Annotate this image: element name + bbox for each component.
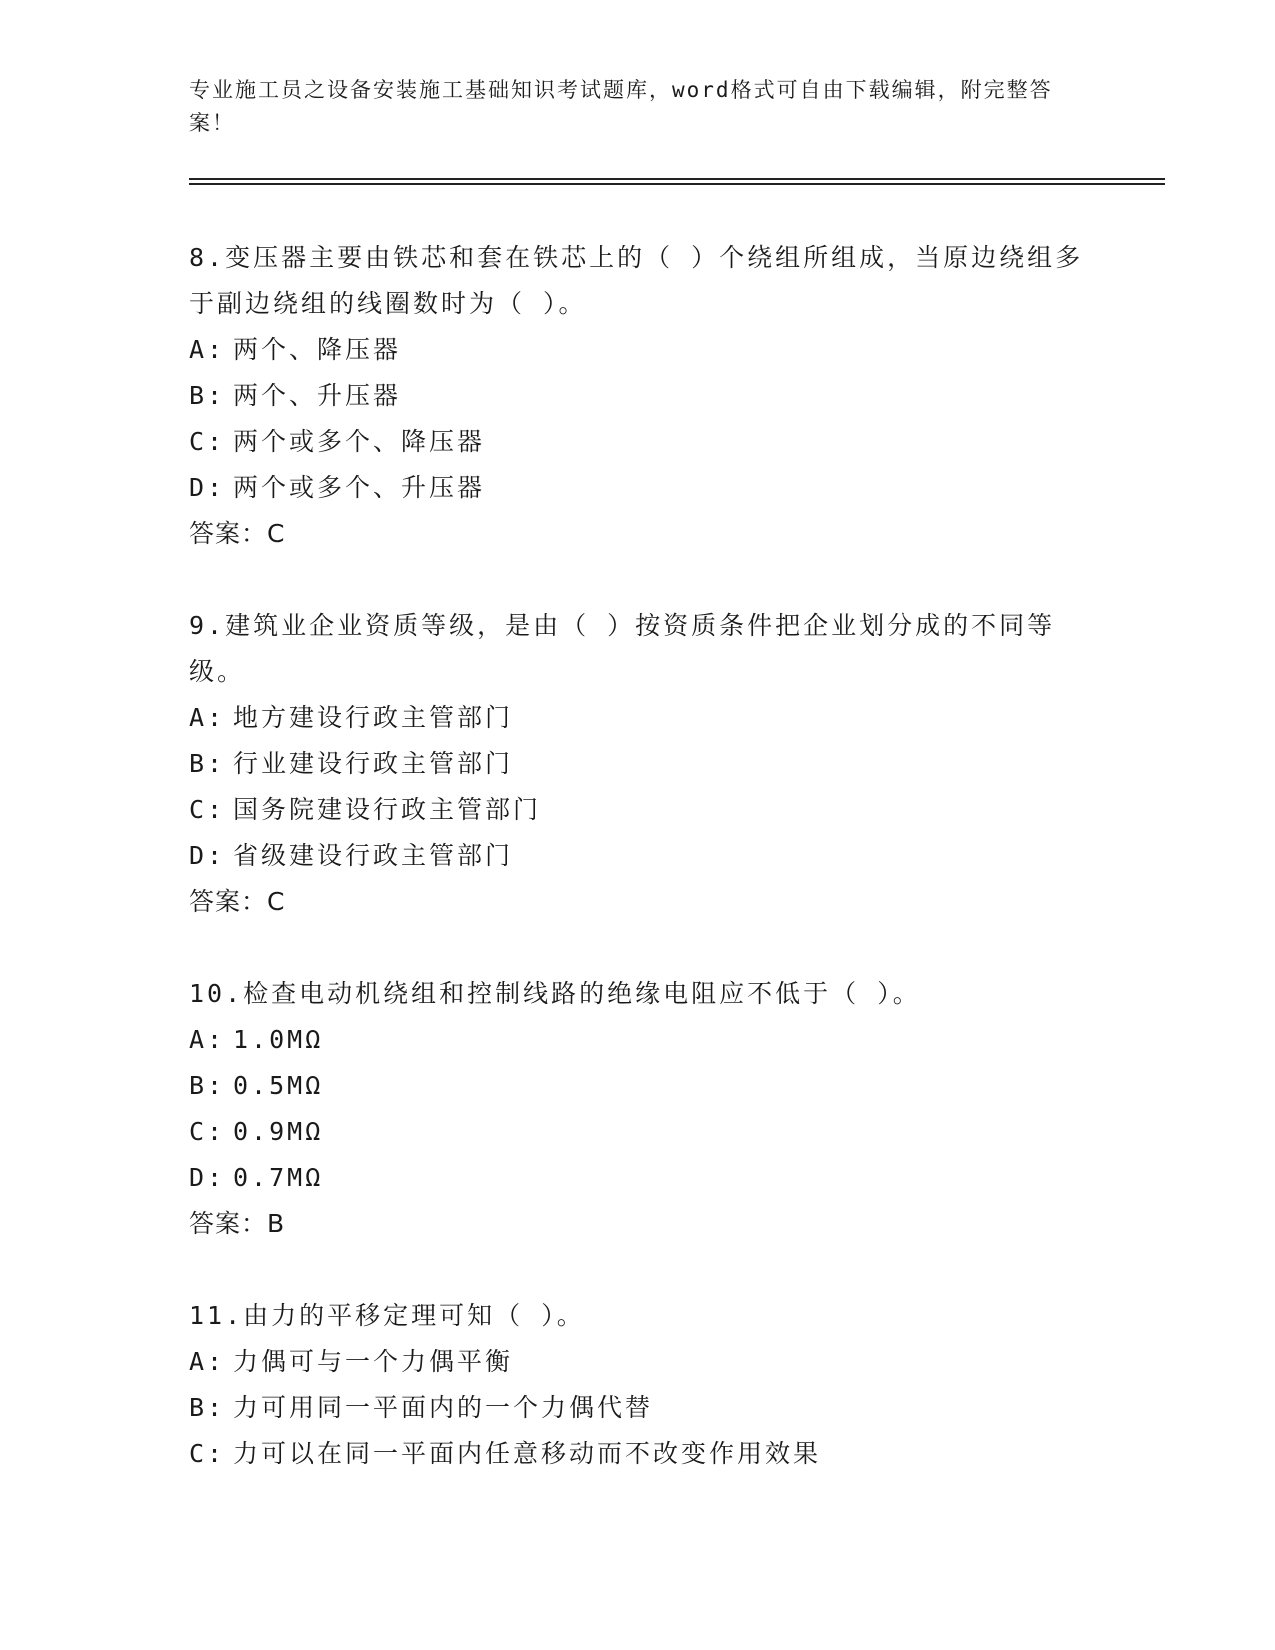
- answer-line: 答案：C: [189, 519, 286, 548]
- option-text: 0.7MΩ: [233, 1163, 324, 1192]
- answer-line: 答案：B: [189, 1209, 286, 1238]
- option-text: 两个或多个、降压器: [233, 427, 486, 456]
- option-letter: A:: [189, 1025, 226, 1054]
- option-d: [189, 833, 1089, 879]
- question-stem: 10.检查电动机绕组和控制线路的绝缘电阻应不低于（ ）。: [189, 979, 921, 1008]
- question-stem: 9.建筑业企业资质等级，是由（ ）按资质条件把企业划分成的不同等级。: [189, 611, 1056, 686]
- option-text: 地方建设行政主管部门: [233, 703, 514, 732]
- question-9: [189, 603, 1089, 925]
- question-stem: 8.变压器主要由铁芯和套在铁芯上的（ ）个绕组所组成，当原边绕组多于副边绕组的线圈数时为（ ）。: [189, 243, 1084, 318]
- option-d: [189, 465, 1089, 511]
- question-10: [189, 971, 1089, 1247]
- header-divider-bottom: [189, 183, 1165, 185]
- option-text: 力可以在同一平面内任意移动而不改变作用效果: [233, 1439, 822, 1468]
- option-letter: C:: [189, 1117, 226, 1146]
- option-letter: C:: [189, 1439, 226, 1468]
- question-8: [189, 235, 1089, 557]
- option-text: 0.9MΩ: [233, 1117, 324, 1146]
- header-divider-top: [189, 178, 1165, 180]
- option-letter: A:: [189, 335, 226, 364]
- option-letter: A:: [189, 1347, 226, 1376]
- option-c: [189, 1431, 1089, 1477]
- option-text: 0.5MΩ: [233, 1071, 324, 1100]
- option-letter: B:: [189, 1071, 226, 1100]
- option-text: 力偶可与一个力偶平衡: [233, 1347, 514, 1376]
- option-a: [189, 1017, 1089, 1063]
- option-a: [189, 327, 1089, 373]
- option-c: [189, 787, 1089, 833]
- option-letter: C:: [189, 427, 226, 456]
- option-text: 两个、降压器: [233, 335, 402, 364]
- option-c: [189, 1109, 1089, 1155]
- option-text: 行业建设行政主管部门: [233, 749, 514, 778]
- option-b: [189, 741, 1089, 787]
- option-letter: D:: [189, 473, 226, 502]
- document-header: 专业施工员之设备安装施工基础知识考试题库，word格式可自由下载编辑，附完整答案！: [189, 78, 1053, 135]
- option-text: 两个或多个、升压器: [233, 473, 486, 502]
- option-text: 两个、升压器: [233, 381, 402, 410]
- option-a: [189, 695, 1089, 741]
- option-text: 省级建设行政主管部门: [233, 841, 514, 870]
- answer-line: 答案：C: [189, 887, 286, 916]
- option-letter: B:: [189, 381, 226, 410]
- question-stem: 11.由力的平移定理可知（ ）。: [189, 1301, 585, 1330]
- option-letter: D:: [189, 841, 226, 870]
- option-text: 国务院建设行政主管部门: [233, 795, 542, 824]
- option-b: [189, 373, 1089, 419]
- option-letter: D:: [189, 1163, 226, 1192]
- question-11: [189, 1293, 1089, 1477]
- option-c: [189, 419, 1089, 465]
- question-list: [189, 235, 1089, 1523]
- option-letter: B:: [189, 1393, 226, 1422]
- option-a: [189, 1339, 1089, 1385]
- option-b: [189, 1385, 1089, 1431]
- option-letter: C:: [189, 795, 226, 824]
- option-letter: A:: [189, 703, 226, 732]
- option-text: 1.0MΩ: [233, 1025, 324, 1054]
- option-b: [189, 1063, 1089, 1109]
- option-text: 力可用同一平面内的一个力偶代替: [233, 1393, 654, 1422]
- option-d: [189, 1155, 1089, 1201]
- option-letter: B:: [189, 749, 226, 778]
